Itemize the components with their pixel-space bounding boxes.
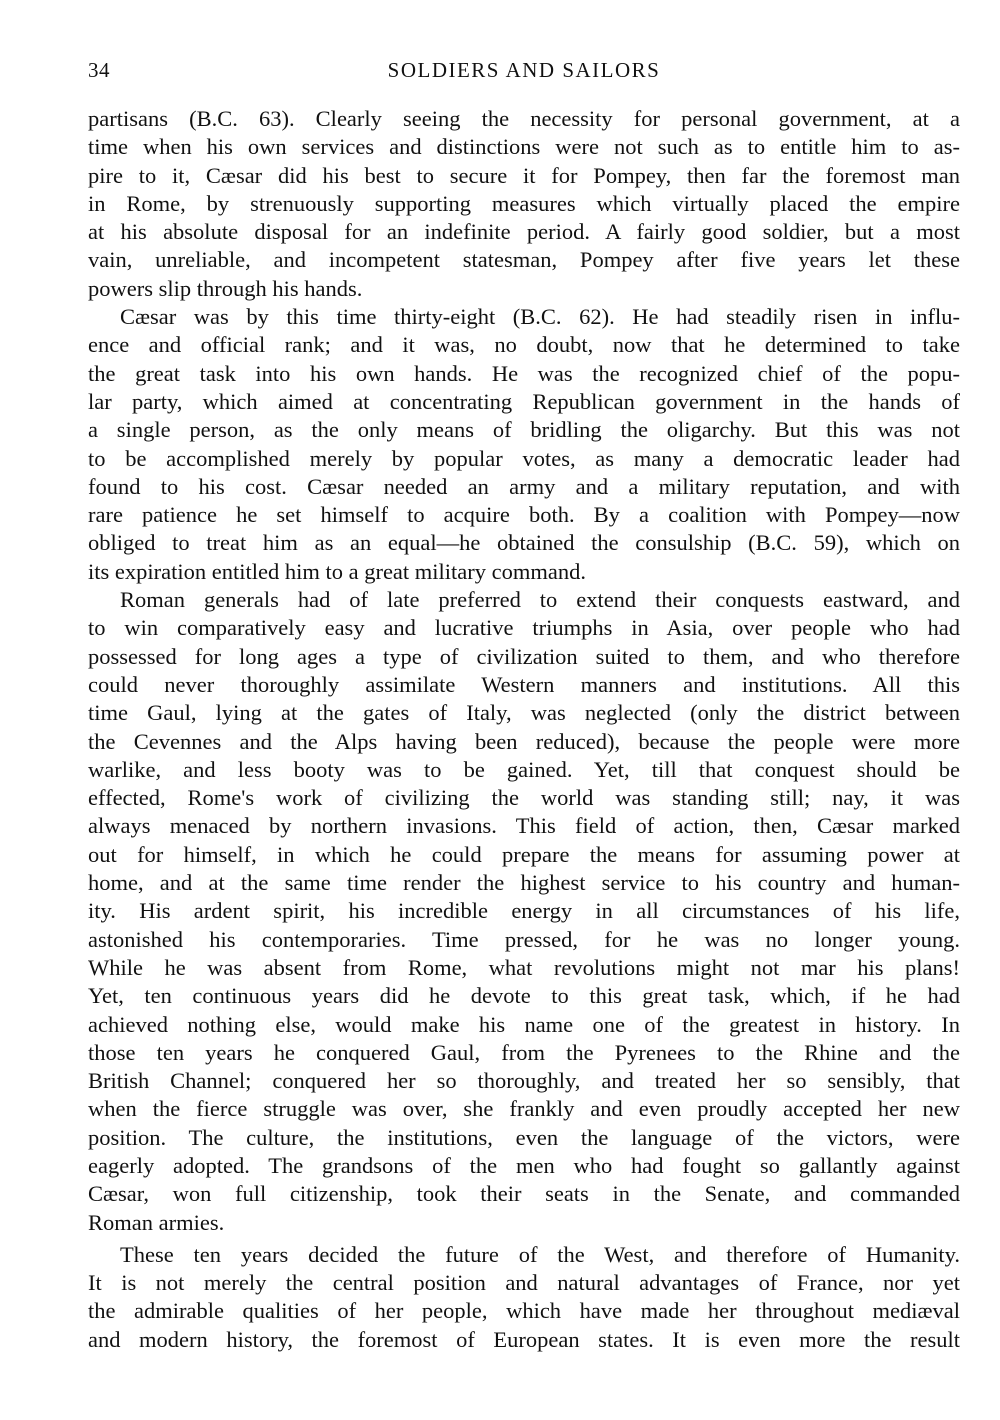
text-line: when the fierce struggle was over, she frankly and even proudly accepted her new <box>88 1096 960 1122</box>
text-line: ence and official rank; and it was, no doubt, now that he determined to take <box>88 332 960 358</box>
text-line: time Gaul, lying at the gates of Italy, was neglected (only the district between <box>88 700 960 726</box>
page-header <box>88 58 960 86</box>
text-line: Roman armies. <box>88 1209 225 1235</box>
text-line: lar party, which aimed at concentrating Republican government in the hands of <box>88 388 960 414</box>
text-line: obliged to treat him as an equal—he obtained the consulship (B.C. 59), which on <box>88 530 960 556</box>
text-line: always menaced by northern invasions. This field of action, then, Cæsar marked <box>88 813 960 839</box>
text-line: astonished his contemporaries. Time pressed, for he was no longer young. <box>88 926 960 952</box>
text-line: warlike, and less booty was to be gained. Yet, till that conquest should be <box>88 756 960 782</box>
text-line: vain, unreliable, and incompetent statesman, Pompey after five years let these <box>88 247 960 273</box>
text-line: position. The culture, the institutions, even the language of the victors, were <box>88 1124 960 1150</box>
text-line: those ten years he conquered Gaul, from the Pyrenees to the Rhine and the <box>88 1039 960 1065</box>
text-line: home, and at the same time render the highest service to his country and human- <box>88 870 960 896</box>
text-line: the admirable qualities of her people, which have made her throughout mediæval <box>88 1298 960 1324</box>
text-line: Cæsar, won full citizenship, took their seats in the Senate, and commanded <box>88 1181 960 1207</box>
text-line: found to his cost. Cæsar needed an army and a military reputation, and with <box>88 473 960 499</box>
text-line: effected, Rome's work of civilizing the world was standing still; nay, it was <box>88 785 960 811</box>
text-line: Cæsar was by this time thirty-eight (B.C. 62). He had steadily risen in influ- <box>120 304 960 330</box>
text-line: at his absolute disposal for an indefinite period. A fairly good soldier, but a most <box>88 219 960 245</box>
text-line: ity. His ardent spirit, his incredible energy in all circumstances of his life, <box>88 898 960 924</box>
text-line: possessed for long ages a type of civilization suited to them, and who therefore <box>88 643 960 669</box>
text-line: These ten years decided the future of the West, and therefore of Humanity. <box>120 1241 960 1267</box>
running-title: SOLDIERS AND SAILORS <box>387 58 661 82</box>
text-line: and modern history, the foremost of European states. It is even more the result <box>88 1326 960 1352</box>
text-line: the great task into his own hands. He was the recognized chief of the popu- <box>88 360 960 386</box>
text-line: Roman generals had of late preferred to extend their conquests eastward, and <box>120 587 960 613</box>
text-line: the Cevennes and the Alps having been reduced), because the people were more <box>88 728 960 754</box>
text-line: Yet, ten continuous years did he devote to this great task, which, if he had <box>88 983 960 1009</box>
body-text <box>88 105 960 1354</box>
text-line: rare patience he set himself to acquire both. By a coalition with Pompey—now <box>88 502 960 528</box>
text-line: While he was absent from Rome, what revolutions might not mar his plans! <box>88 954 960 980</box>
text-line: out for himself, in which he could prepare the means for assuming power at <box>88 841 960 867</box>
text-line: pire to it, Cæsar did his best to secure it for Pompey, then far the foremost man <box>88 162 960 188</box>
text-line: to be accomplished merely by popular votes, as many a democratic leader had <box>88 445 960 471</box>
text-line: powers slip through his hands. <box>88 275 363 301</box>
text-line: its expiration entitled him to a great military command. <box>88 558 586 584</box>
page-number: 34 <box>88 58 110 82</box>
text-line: time when his own services and distinctions were not such as to entitle him to as- <box>88 134 960 160</box>
text-line: eagerly adopted. The grandsons of the men who had fought so gallantly against <box>88 1152 960 1178</box>
text-line: could never thoroughly assimilate Western manners and institutions. All this <box>88 671 960 697</box>
text-line: achieved nothing else, would make his name one of the greatest in history. In <box>88 1011 960 1037</box>
text-line: to win comparatively easy and lucrative triumphs in Asia, over people who had <box>88 615 960 641</box>
text-line: British Channel; conquered her so thoroughly, and treated her so sensibly, that <box>88 1068 960 1094</box>
text-line: in Rome, by strenuously supporting measures which virtually placed the empire <box>88 190 960 216</box>
text-line: It is not merely the central position and natural advantages of France, nor yet <box>88 1270 960 1296</box>
text-line: partisans (B.C. 63). Clearly seeing the necessity for personal government, at a <box>88 106 960 131</box>
text-line: a single person, as the only means of bridling the oligarchy. But this was not <box>88 417 960 443</box>
